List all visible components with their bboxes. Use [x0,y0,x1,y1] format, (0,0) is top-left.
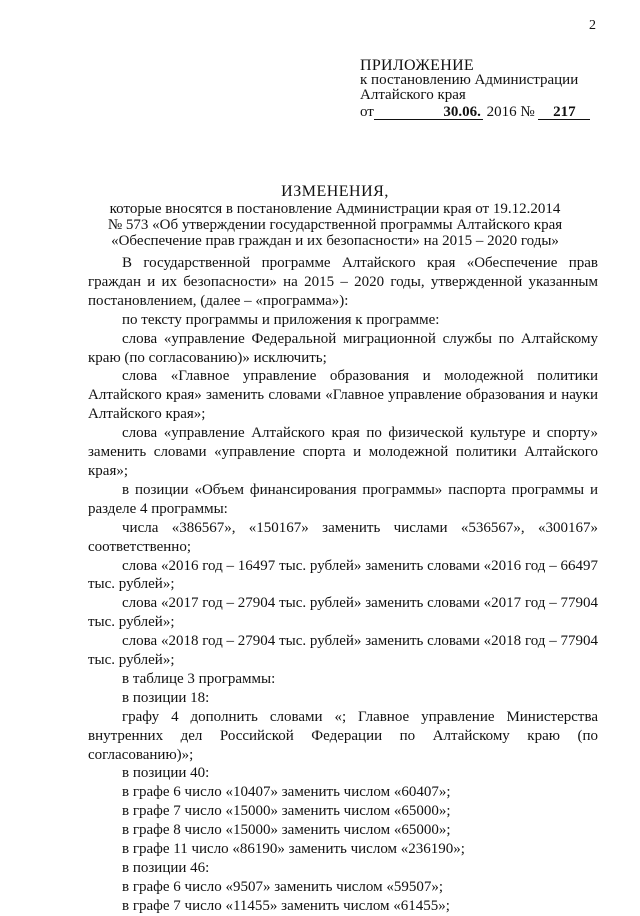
title-heading: ИЗМЕНЕНИЯ, [281,183,389,200]
body-paragraph: числа «386567», «150167» заменить числами «536567», «300167» соответственно; [88,519,598,555]
resolution-number: 217 [538,105,590,120]
body-paragraph: графу 4 дополнить словами «; Главное управление Министерства внутренних дел Российской Федерации по Алтайскому краю (по согласованию)»; [88,708,598,763]
body-paragraph: слова «управление Федеральной миграционной службы по Алтайскому краю (по согласованию)» исключить; [88,330,598,366]
resolution-year: 2016 [486,104,517,120]
body-paragraph: в графе 7 число «15000» заменить числом «65000»; [122,803,451,820]
document-title [100,184,570,249]
body-paragraph: слова «Главное управление образования и молодежной политики Алтайского края» заменить словами «Главное управление образования и науки Алтайского края»; [88,368,598,423]
body-paragraph: в позиции 18: [122,689,210,706]
body-paragraph: слова «2017 год – 27904 тыс. рублей» заменить словами «2017 год – 77904 тыс. рублей»; [88,595,598,631]
body-paragraph: в графе 6 число «10407» заменить числом «60407»; [122,784,451,801]
body-paragraph: в графе 7 число «11455» заменить числом «61455»; [122,897,450,914]
page-number: 2 [589,18,596,33]
body-paragraph: слова «управление Алтайского края по физической культуре и спорту» заменить словами «управление спорта и молодежной политики Алтайского края»; [88,425,598,479]
title-line-2: № 573 «Об утверждении государственной программы Алтайского края [107,217,563,233]
appendix-line-1: к постановлению Администрации [360,72,579,88]
document-body [88,254,598,916]
appendix-heading: ПРИЛОЖЕНИЕ [360,57,475,74]
body-paragraph: в позиции 40: [122,765,210,782]
body-paragraph: В государственной программе Алтайского края «Обеспечение прав граждан и их безопасности» на 2015 – 2020 годы, утвержденной указанным постановлением, (далее – «программа»): [88,255,598,309]
body-paragraph: в позиции «Объем финансирования программы» паспорта программы и разделе 4 программы: [88,481,598,517]
body-paragraph: слова «2018 год – 27904 тыс. рублей» заменить словами «2018 год – 77904 тыс. рублей»; [88,633,598,669]
body-paragraph: в позиции 46: [122,860,210,876]
title-line-1: которые вносятся в постановление Администрации края от 19.12.2014 [109,201,561,217]
appendix-date-line [360,105,590,120]
from-label: от [360,104,374,120]
title-line-3: «Обеспечение прав граждан и их безопасности» на 2015 – 2020 годы» [111,233,559,249]
appendix-block [360,58,590,120]
appendix-line-2: Алтайского края [360,87,466,103]
number-sign: № [520,104,535,120]
body-paragraph: в графе 11 число «86190» заменить числом «236190»; [122,841,465,858]
resolution-date: 30.06. [374,105,483,120]
body-paragraph: в таблице 3 программы: [122,670,276,687]
body-paragraph: по тексту программы и приложения к программе: [122,311,440,328]
body-paragraph: слова «2016 год – 16497 тыс. рублей» заменить словами «2016 год – 66497 тыс. рублей»; [88,557,598,593]
body-paragraph: в графе 6 число «9507» заменить числом «59507»; [122,878,444,895]
body-paragraph: в графе 8 число «15000» заменить числом «65000»; [122,822,451,839]
